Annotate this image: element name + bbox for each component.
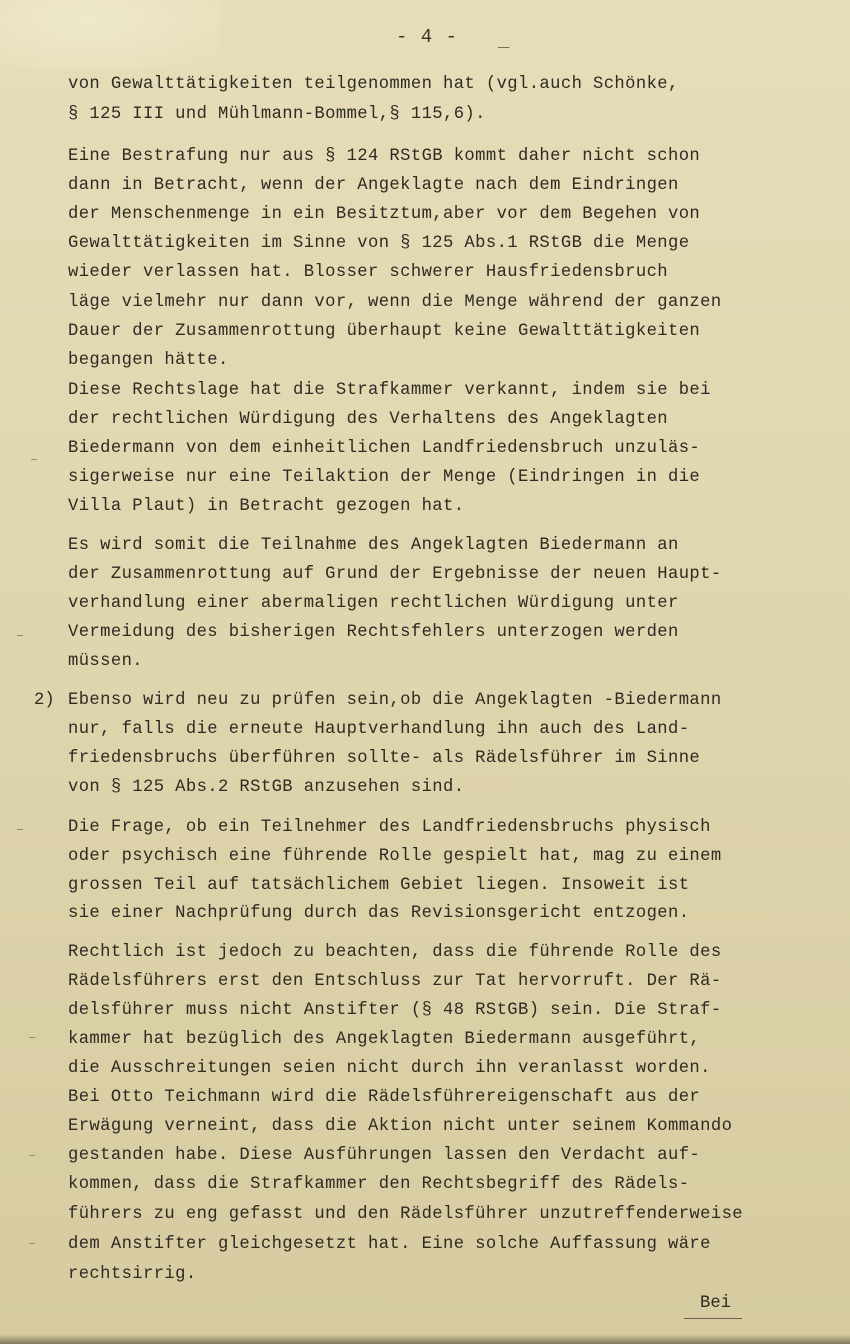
page-number — [396, 26, 511, 52]
catchword-underline — [684, 1318, 742, 1319]
text-line: führers zu eng gefasst und den Rädelsführer unzutreffenderweise — [68, 1205, 743, 1224]
text-line: kommen, dass die Strafkammer den Rechtsbegriff des Rädels- — [68, 1175, 690, 1194]
text-line: der Zusammenrottung auf Grund der Ergebnisse der neuen Haupt- — [68, 565, 722, 584]
text-line: grossen Teil auf tatsächlichem Gebiet liegen. Insoweit ist — [68, 876, 690, 895]
text-line: Rechtlich ist jedoch zu beachten, dass die führende Rolle des — [68, 943, 722, 962]
list-item-number: 2) — [34, 691, 55, 710]
text-line: Es wird somit die Teilnahme des Angeklagten Biedermann an — [68, 536, 679, 555]
margin-tick-mark: – — [30, 452, 39, 468]
text-line: Rädelsführers erst den Entschluss zur Tat hervorruft. Der Rä- — [68, 972, 722, 991]
text-line: Erwägung verneint, dass die Aktion nicht unter seinem Kommando — [68, 1117, 733, 1136]
text-line: begangen hätte. — [68, 351, 229, 370]
paper-stain — [0, 0, 220, 70]
text-line: müssen. — [68, 652, 143, 671]
text-line: Ebenso wird neu zu prüfen sein,ob die Angeklagten -Biedermann — [68, 691, 722, 710]
text-line: Vermeidung des bisherigen Rechtsfehlers unterzogen werden — [68, 623, 679, 642]
text-line: oder psychisch eine führende Rolle gespielt hat, mag zu einem — [68, 847, 722, 866]
text-line: nur, falls die erneute Hauptverhandlung ihn auch des Land- — [68, 720, 690, 739]
margin-tick-mark: – — [16, 822, 25, 838]
text-line: dann in Betracht, wenn der Angeklagte nach dem Eindringen — [68, 176, 679, 195]
text-line: rechtsirrig. — [68, 1265, 197, 1284]
text-line: von Gewalttätigkeiten teilgenommen hat (vgl.auch Schönke, — [68, 75, 679, 94]
text-line: Biedermann von dem einheitlichen Landfriedensbruch unzuläs- — [68, 439, 701, 458]
text-line: läge vielmehr nur dann vor, wenn die Menge während der ganzen — [68, 293, 722, 312]
text-line: von § 125 Abs.2 RStGB anzusehen sind. — [68, 778, 465, 797]
text-line: sie einer Nachprüfung durch das Revisionsgericht entzogen. — [68, 904, 690, 923]
text-line: dem Anstifter gleichgesetzt hat. Eine solche Auffassung wäre — [68, 1235, 711, 1254]
text-line: Diese Rechtslage hat die Strafkammer verkannt, indem sie bei — [68, 381, 711, 400]
text-line: verhandlung einer abermaligen rechtlichen Würdigung unter — [68, 594, 679, 613]
page-number-text: - 4 - — [396, 26, 459, 48]
text-line: Die Frage, ob ein Teilnehmer des Landfriedensbruchs physisch — [68, 818, 711, 837]
text-line: kammer hat bezüglich des Angeklagten Biedermann ausgeführt, — [68, 1030, 701, 1049]
text-line: § 125 III und Mühlmann-Bommel,§ 115,6). — [68, 105, 486, 124]
text-line: der rechtlichen Würdigung des Verhaltens des Angeklagten — [68, 410, 668, 429]
text-line: friedensbruchs überführen sollte- als Rädelsführer im Sinne — [68, 749, 701, 768]
text-line: Gewalttätigkeiten im Sinne von § 125 Abs.1 RStGB die Menge — [68, 234, 690, 253]
text-line: sigerweise nur eine Teilaktion der Menge (Eindringen in die — [68, 468, 701, 487]
text-line: der Menschenmenge in ein Besitztum,aber vor dem Begehen von — [68, 205, 701, 224]
text-line: wieder verlassen hat. Blosser schwerer Hausfriedensbruch — [68, 263, 668, 282]
margin-tick-mark: – — [28, 1148, 37, 1164]
page-number-trailing-mark: _ — [498, 30, 511, 52]
text-line: Bei Otto Teichmann wird die Rädelsführereigenschaft aus der — [68, 1088, 701, 1107]
text-line: gestanden habe. Diese Ausführungen lassen den Verdacht auf- — [68, 1146, 701, 1165]
text-line: Villa Plaut) in Betracht gezogen hat. — [68, 497, 465, 516]
margin-tick-mark: – — [28, 1236, 37, 1252]
margin-tick-mark: – — [16, 628, 25, 644]
text-line: Eine Bestrafung nur aus § 124 RStGB kommt daher nicht schon — [68, 147, 701, 166]
margin-tick-mark: – — [28, 1030, 37, 1046]
catchword: Bei — [700, 1294, 731, 1313]
text-line: die Ausschreitungen seien nicht durch ihn veranlasst worden. — [68, 1059, 711, 1078]
text-line: Dauer der Zusammenrottung überhaupt keine Gewalttätigkeiten — [68, 322, 701, 341]
text-line: delsführer muss nicht Anstifter (§ 48 RStGB) sein. Die Straf- — [68, 1001, 722, 1020]
paper-bottom-edge — [0, 1334, 850, 1344]
